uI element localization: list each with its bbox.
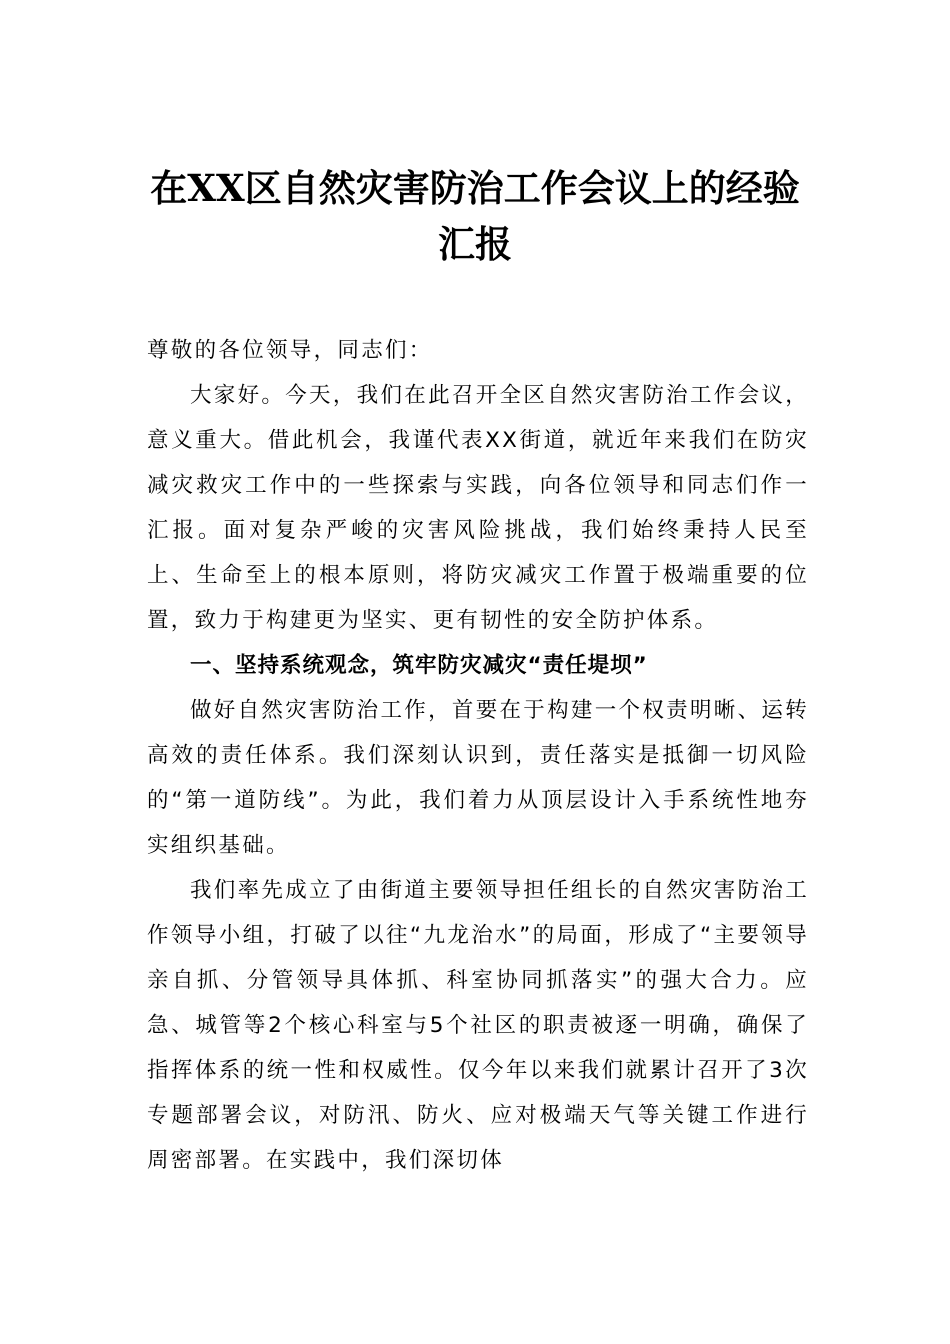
document-title: 在XX区自然灾害防治工作会议上的经验汇报 (150, 166, 800, 266)
paragraph-intro: 大家好。今天，我们在此召开全区自然灾害防治工作会议，意义重大。借此机会，我谨代表XX街道，就近年来我们在防灾减灾救灾工作中的一些探索与实践，向各位领导和同志们作一汇报。面对复杂严峻的灾害风险挑战，我们始终秉持人民至上、生命至上的根本原则，将防灾减灾工作置于极端重要的位置，致力于构建更为坚实、更有韧性的安全防护体系。 (147, 383, 809, 633)
section-heading-1: 一、坚持系统观念，筑牢防灾减灾“责任堤坝” (190, 653, 648, 678)
paragraph-section-1b: 我们率先成立了由街道主要领导担任组长的自然灾害防治工作领导小组，打破了以往“九龙治水”的局面，形成了“主要领导亲自抓、分管领导具体抓、科室协同抓落实”的强大合力。应急、城管等2个核心科室与5个社区的职责被逐一明确，确保了指挥体系的统一性和权威性。仅今年以来我们就累计召开了3次专题部署会议，对防汛、防火、应对极端天气等关键工作进行周密部署。在实践中，我们深切体 (147, 878, 809, 1173)
document-body (147, 328, 809, 1183)
paragraph-section-1a: 做好自然灾害防治工作，首要在于构建一个权责明晰、运转高效的责任体系。我们深刻认识到，责任落实是抵御一切风险的“第一道防线”。为此，我们着力从顶层设计入手系统性地夯实组织基础。 (147, 698, 809, 858)
greeting-line: 尊敬的各位领导，同志们： (147, 338, 433, 363)
